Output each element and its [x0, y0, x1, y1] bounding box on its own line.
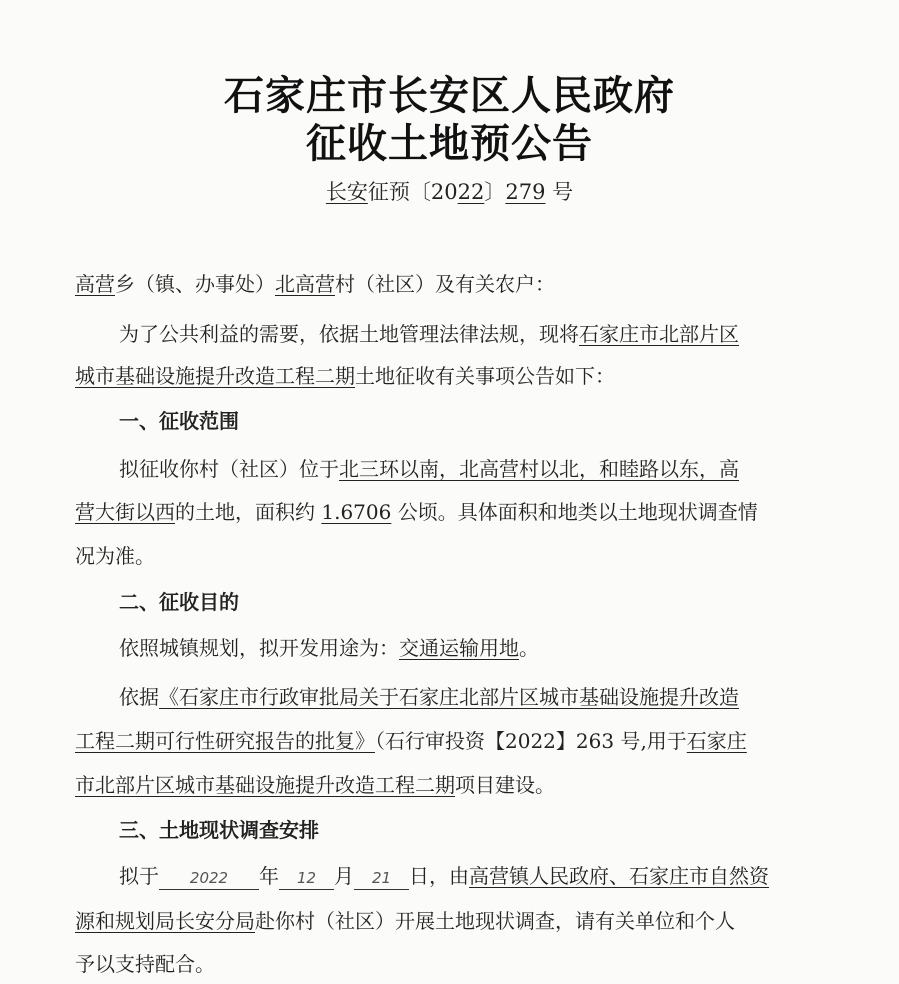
boundary-description: 营大街以西: [75, 500, 175, 524]
township-name: 高营: [75, 272, 115, 296]
project-name-part: 石家庄: [686, 729, 747, 753]
text: 项目建设。: [455, 773, 555, 797]
sec3-line-2: [75, 905, 735, 934]
project-name-part: 城市基础设施提升改造工程二期: [75, 364, 355, 388]
sec3-line-3: 予以支持配合。: [75, 952, 215, 976]
addressee-line: [75, 268, 555, 297]
intro-line-1: [119, 318, 739, 347]
approval-document: 工程二期可行性研究报告的批复》: [75, 729, 375, 753]
sec2-basis-line-1: [119, 681, 739, 710]
section-2-heading: 二、征收目的: [119, 590, 239, 614]
text: 月: [334, 864, 354, 888]
docno-part: 号: [545, 180, 574, 204]
sec3-line-1: [119, 860, 769, 890]
section-3-heading: 三、土地现状调查安排: [119, 818, 319, 842]
survey-agencies: 高营镇人民政府、石家庄市自然资: [469, 864, 769, 888]
text: 村（社区）及有关农户：: [335, 272, 555, 296]
approval-number: （石行审投资【2022】263 号: [375, 729, 641, 753]
text: 拟于: [119, 864, 159, 888]
survey-month: 12: [279, 867, 334, 890]
text: ,用于: [640, 729, 687, 753]
docno-part: 〕: [484, 180, 506, 204]
text: 乡（镇、办事处）: [115, 272, 275, 296]
text: 的土地，面积约: [175, 500, 322, 524]
area-value: 1.6706: [321, 500, 392, 524]
docno-part: 279: [505, 180, 546, 204]
text: 拟征收你村（社区）位于: [119, 457, 339, 481]
sec1-line-3: 况为准。: [75, 544, 155, 568]
title-line-2: 征收土地预公告: [306, 120, 593, 167]
sec2-purpose-line: [119, 632, 539, 661]
docno-part: 长安: [325, 180, 368, 204]
title-line-1: 石家庄市长安区人民政府: [224, 72, 675, 119]
sec1-line-2: [75, 496, 758, 525]
section-1-heading: 一、征收范围: [119, 409, 239, 433]
text: 为了公共利益的需要，依据土地管理法律法规，现将: [119, 322, 579, 346]
survey-agencies: 源和规划局长安分局: [75, 909, 255, 933]
sec1-line-1: [119, 453, 739, 482]
text: 依据: [119, 685, 159, 709]
land-use: 交通运输用地: [399, 636, 519, 660]
intro-line-2: [75, 360, 615, 389]
project-name-part: 市北部片区城市基础设施提升改造工程二期: [75, 773, 455, 797]
village-name: 北高营: [275, 272, 335, 296]
text: 。: [519, 636, 539, 660]
project-name-part: 石家庄市北部片区: [579, 322, 739, 346]
survey-year: 2022: [159, 867, 259, 890]
docno-part: 征预〔20: [367, 180, 458, 204]
docno-part: 22: [457, 180, 485, 204]
text: 依照城镇规划，拟开发用途为：: [119, 636, 399, 660]
approval-document: 《石家庄市行政审批局关于石家庄北部片区城市基础设施提升改造: [159, 685, 739, 709]
text: 日，由: [409, 864, 469, 888]
text: 年: [259, 864, 279, 888]
sec2-basis-line-3: [75, 769, 555, 798]
text: 公顷。具体面积和地类以土地现状调查情: [391, 500, 758, 524]
survey-day: 21: [354, 867, 409, 890]
boundary-description: 北三环以南，北高营村以北，和睦路以东，高: [339, 457, 739, 481]
text: 土地征收有关事项公告如下：: [355, 364, 615, 388]
sec2-basis-line-2: [75, 725, 747, 754]
text: 赴你村（社区）开展土地现状调查，请有关单位和个人: [255, 909, 735, 933]
document-number: [0, 176, 899, 206]
